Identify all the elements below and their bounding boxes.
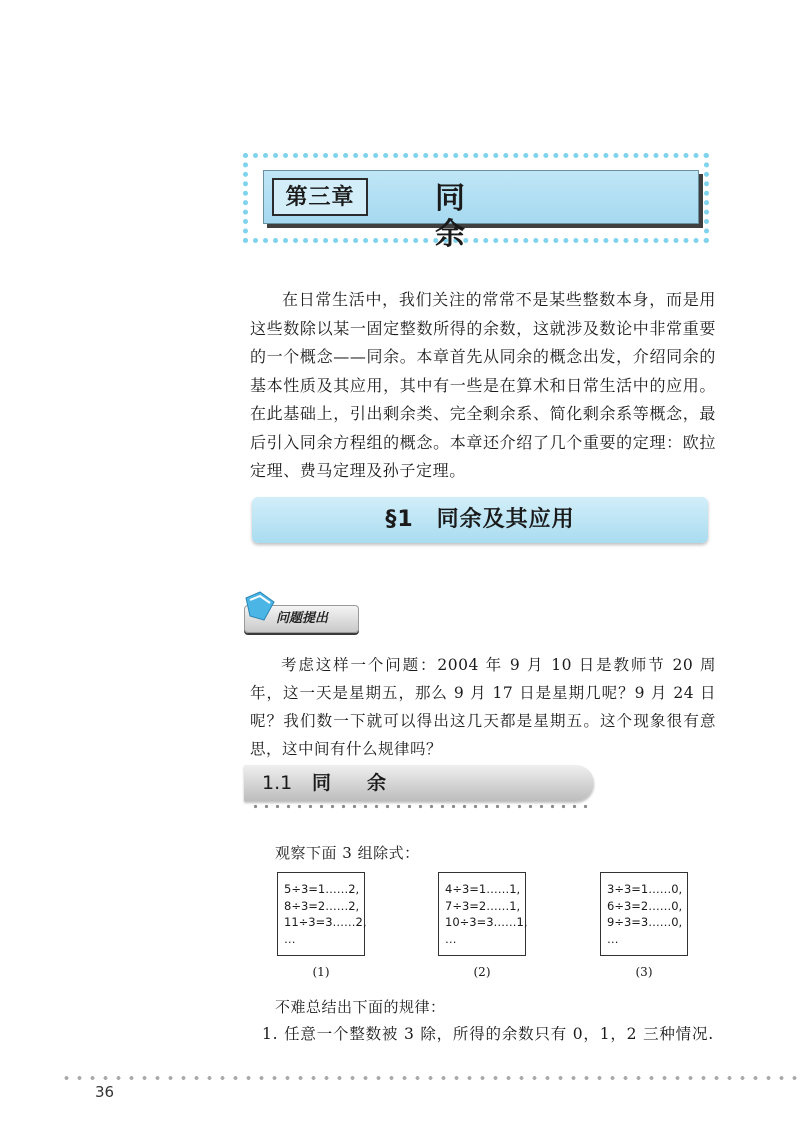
division-line: 10÷3=3……1, — [445, 915, 528, 929]
dotted-divider — [250, 804, 590, 809]
division-line: 7÷3=2……1, — [445, 898, 521, 913]
rule-1: 1. 任意一个整数被 3 除，所得的余数只有 0，1，2 三种情况. — [262, 1025, 714, 1043]
chapter-intro: 在日常生活中，我们关注的常常不是某些整数本身，而是用这些数除以某一固定整数所得的余数，这就涉及数论中非常重要的一个概念——同余。本章首先从同余的概念出发，介绍同余的基本性质及其应用，其中有一些是在算术和日常生活中的应用。在此基础上，引出剩余类、完全剩余系、简化剩余系等概念，最后引入同余方程组的概念。本章还介绍了几个重要的定理：欧拉定理、费马定理及孙子定理。 — [250, 290, 716, 480]
chapter-label: 第三章 — [272, 178, 368, 216]
summary-text: 不难总结出下面的规律： — [275, 998, 446, 1016]
footer-dotted-line — [60, 1075, 800, 1081]
division-line: … — [284, 931, 296, 946]
problem-text: 考虑这样一个问题：2004 年 9 月 10 日是教师节 20 周年，这一天是星期五，那么 9 月 17 日是星期几呢？9 月 24 日呢？我们数一下就可以得出这几天都是星期五。这个现象很有意思，这中间有什么规律吗？ — [250, 656, 716, 758]
problem-tag-label: 问题提出 — [276, 611, 329, 626]
division-line: … — [445, 931, 457, 946]
section-title: §1 同余及其应用 — [385, 507, 575, 532]
division-line: 6÷3=2……0, — [607, 898, 683, 913]
division-caption-1: (1) — [312, 965, 330, 979]
division-caption-2: (2) — [473, 965, 491, 979]
division-line: 8÷3=2……2, — [284, 898, 360, 913]
division-group-2 — [438, 872, 526, 956]
subsection-title: 同余 — [312, 772, 423, 794]
division-line: 9÷3=3……0, — [607, 915, 683, 929]
division-line: … — [607, 931, 619, 946]
chapter-title: 同余 — [435, 181, 511, 252]
division-line: 5÷3=1……2, — [284, 882, 360, 896]
division-line: 3÷3=1……0, — [607, 882, 683, 896]
subsection-number: 1.1 — [262, 772, 293, 794]
division-line: 4÷3=1……1, — [445, 882, 521, 896]
division-group-3 — [600, 872, 688, 956]
division-caption-3: (3) — [635, 965, 653, 979]
division-line: 11÷3=3……2, — [284, 915, 367, 929]
page-number: 36 — [95, 1083, 115, 1101]
observe-text: 观察下面 3 组除式： — [275, 844, 420, 862]
question-icon — [242, 590, 278, 624]
division-group-1 — [277, 872, 365, 956]
